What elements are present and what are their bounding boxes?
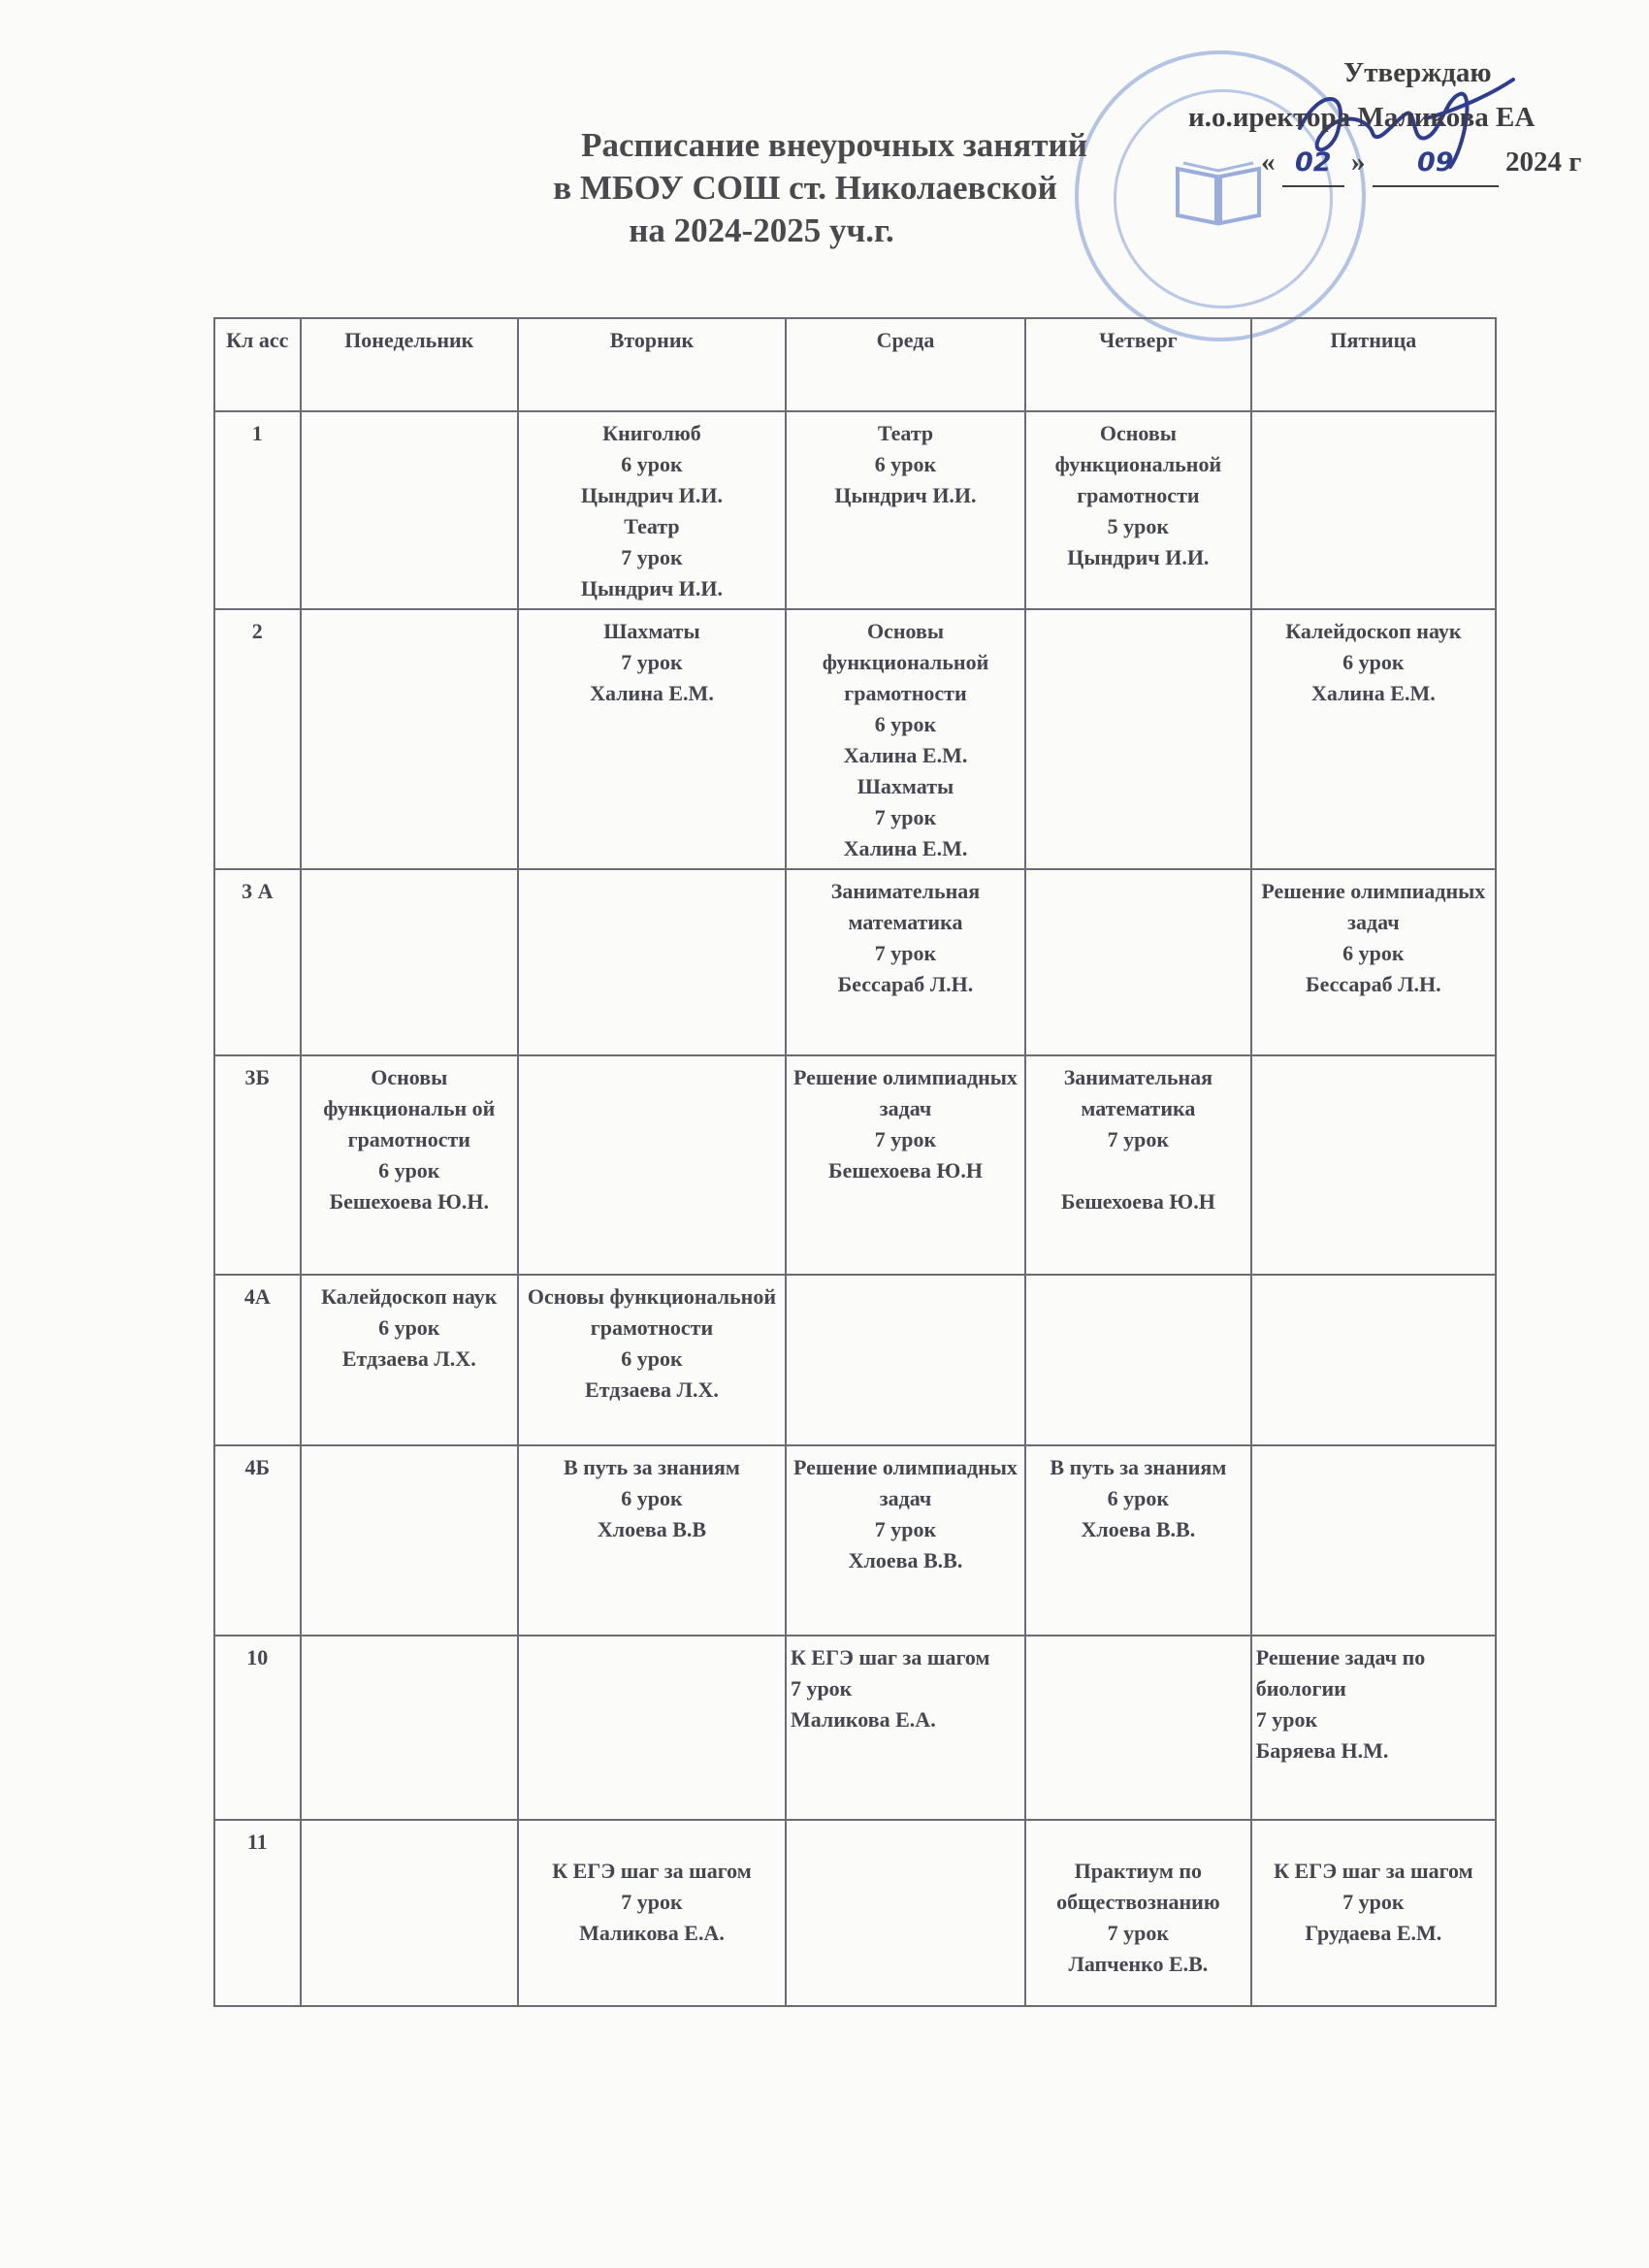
header-tuesday: Вторник: [518, 318, 786, 411]
class-cell: 3Б: [214, 1055, 301, 1275]
class-cell: 2: [214, 609, 301, 869]
wednesday-cell: К ЕГЭ шаг за шагом 7 урок Маликова Е.А.: [786, 1636, 1025, 1820]
header-monday: Понедельник: [301, 318, 518, 411]
friday-cell: [1251, 1275, 1496, 1445]
monday-cell: [301, 609, 518, 869]
tuesday-cell: [518, 1055, 786, 1275]
title-line-2: в МБОУ СОШ ст. Николаевской: [553, 169, 1057, 207]
tuesday-cell: Основы функциональной грамотности 6 урок Етдзаева Л.Х.: [518, 1275, 786, 1445]
approval-month: 09: [1373, 141, 1499, 187]
tuesday-cell: Книголюб 6 урок Цындрич И.И. Театр 7 урок Цындрич И.И.: [518, 411, 786, 609]
thursday-cell: В путь за знаниям 6 урок Хлоева В.В.: [1025, 1445, 1251, 1636]
tuesday-cell: [518, 1636, 786, 1820]
header-class: Кл асс: [214, 318, 301, 411]
monday-cell: [301, 1820, 518, 2006]
class-cell: 11: [214, 1820, 301, 2006]
approval-block: [1149, 50, 1615, 187]
tuesday-cell: В путь за знаниям 6 урок Хлоева В.В: [518, 1445, 786, 1636]
approve-label: Утверждаю: [1343, 57, 1492, 88]
thursday-cell: Практиум по обществознанию 7 урок Лапченко Е.В.: [1025, 1820, 1251, 2006]
schedule-table: [213, 317, 1497, 2007]
friday-cell: Решение олимпиадных задач 6 урок Бессараб Л.Н.: [1251, 869, 1496, 1055]
friday-cell: К ЕГЭ шаг за шагом 7 урок Грудаева Е.М.: [1251, 1820, 1496, 2006]
friday-cell: [1251, 411, 1496, 609]
table-row: [214, 1820, 1496, 2006]
friday-cell: [1251, 1055, 1496, 1275]
approval-day: 02: [1282, 141, 1344, 187]
class-cell: 4А: [214, 1275, 301, 1445]
approval-date: [1261, 140, 1615, 187]
class-cell: 3 А: [214, 869, 301, 1055]
thursday-cell: Основы функциональной грамотности 5 урок Цындрич И.И.: [1025, 411, 1251, 609]
thursday-cell: [1025, 1275, 1251, 1445]
thursday-cell: [1025, 609, 1251, 869]
wednesday-cell: [786, 1275, 1025, 1445]
monday-cell: [301, 411, 518, 609]
monday-cell: [301, 869, 518, 1055]
table-row: [214, 1445, 1496, 1636]
wednesday-cell: [786, 1820, 1025, 2006]
table-row: [214, 1636, 1496, 1820]
header-friday: Пятница: [1251, 318, 1496, 411]
friday-cell: Решение задач по биологии 7 урок Баряева Н.М.: [1251, 1636, 1496, 1820]
wednesday-cell: Занимательная математика 7 урок Бессараб Л.Н.: [786, 869, 1025, 1055]
header-wednesday: Среда: [786, 318, 1025, 411]
title-line-3: на 2024-2025 уч.г.: [629, 211, 894, 249]
monday-cell: [301, 1445, 518, 1636]
table-header-row: [214, 318, 1496, 411]
quote-open: «: [1261, 146, 1276, 178]
tuesday-cell: К ЕГЭ шаг за шагом 7 урок Маликова Е.А.: [518, 1820, 786, 2006]
header-thursday: Четверг: [1025, 318, 1251, 411]
thursday-cell: Занимательная математика 7 урок Бешехоева Ю.Н: [1025, 1055, 1251, 1275]
wednesday-cell: Основы функциональной грамотности 6 урок Халина Е.М. Шахматы 7 урок Халина Е.М.: [786, 609, 1025, 869]
monday-cell: Основы функциональн ой грамотности 6 урок Бешехоева Ю.Н.: [301, 1055, 518, 1275]
tuesday-cell: [518, 869, 786, 1055]
class-cell: 10: [214, 1636, 301, 1820]
class-cell: 4Б: [214, 1445, 301, 1636]
monday-cell: [301, 1636, 518, 1820]
title-line-1: Расписание внеурочных занятий: [581, 126, 1087, 164]
table-row: [214, 869, 1496, 1055]
wednesday-cell: Решение олимпиадных задач 7 урок Хлоева В.В.: [786, 1445, 1025, 1636]
thursday-cell: [1025, 869, 1251, 1055]
quote-close: »: [1351, 146, 1366, 178]
friday-cell: [1251, 1445, 1496, 1636]
class-cell: 1: [214, 411, 301, 609]
approval-year: 2024 г: [1505, 146, 1582, 178]
table-row: [214, 609, 1496, 869]
table-row: [214, 1055, 1496, 1275]
tuesday-cell: Шахматы 7 урок Халина Е.М.: [518, 609, 786, 869]
monday-cell: Калейдоскоп наук 6 урок Етдзаева Л.Х.: [301, 1275, 518, 1445]
wednesday-cell: Театр 6 урок Цындрич И.И.: [786, 411, 1025, 609]
table-row: [214, 411, 1496, 609]
friday-cell: Калейдоскоп наук 6 урок Халина Е.М.: [1251, 609, 1496, 869]
thursday-cell: [1025, 1636, 1251, 1820]
document-title: [456, 124, 1154, 252]
director-name: и.о.иректора Маликова ЕА: [1188, 102, 1536, 133]
table-row: [214, 1275, 1496, 1445]
wednesday-cell: Решение олимпиадных задач 7 урок Бешехоева Ю.Н: [786, 1055, 1025, 1275]
